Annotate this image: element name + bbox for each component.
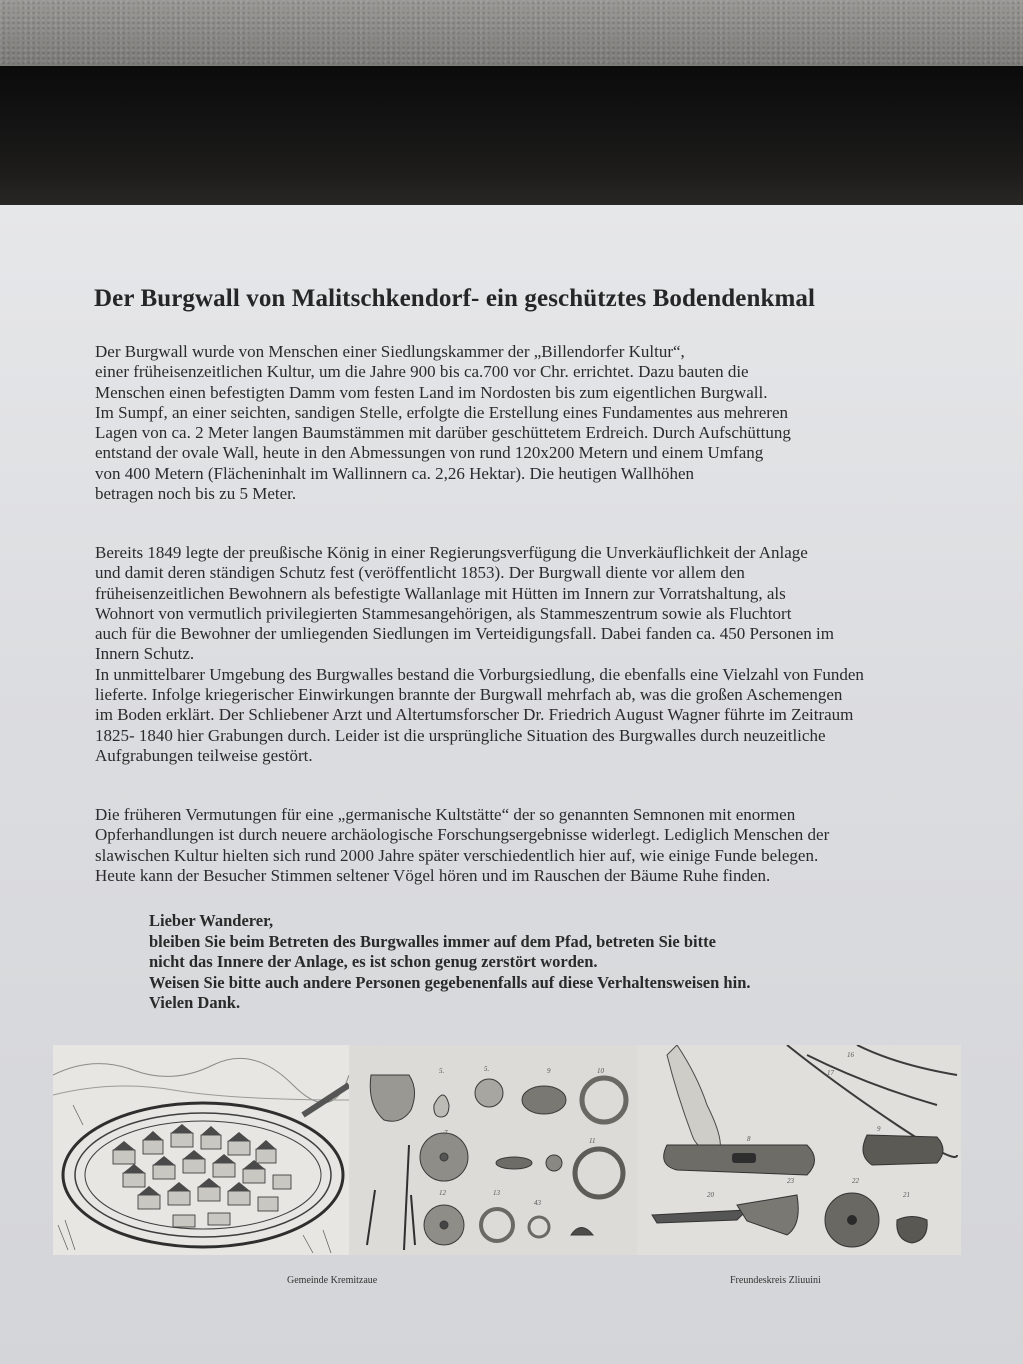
svg-text:43: 43 — [534, 1199, 541, 1207]
credit-municipality: Gemeinde Kremitzaue — [287, 1275, 378, 1286]
text-line: auch für die Bewohner der umliegenden Siedlungen im Verteidigungsfall. Dabei fanden ca. 450 Personen im — [95, 624, 834, 644]
svg-text:23: 23 — [787, 1177, 794, 1185]
svg-text:16: 16 — [847, 1051, 854, 1059]
svg-text:9: 9 — [547, 1067, 551, 1075]
notice-line: nicht das Innere der Anlage, es ist schon genug zerstört worden. — [149, 952, 598, 971]
text-line: slawischen Kultur hielten sich rund 2000 Jahre später verschiedentlich hier auf, wie einige Funde belegen. — [95, 845, 819, 865]
text-line: Bereits 1849 legte der preußische König in einer Regierungsverfügung die Unverkäuflichkeit der Anlage — [95, 543, 808, 562]
notice-line: Lieber Wanderer, — [149, 911, 274, 930]
sign-title: Der Burgwall von Malitschkendorf- ein geschütztes Bodendenkmal — [94, 285, 816, 312]
wooden-roof-beam — [0, 66, 1023, 211]
notice-line: Vielen Dank. — [149, 993, 241, 1012]
text-line: Aufgrabungen teilweise gestört. — [95, 745, 313, 765]
svg-text:22: 22 — [852, 1177, 859, 1185]
text-line: 1825- 1840 hier Grabungen durch. Leider ist die ursprüngliche Situation des Burgwalles durch neuzeitliche — [95, 725, 826, 745]
svg-text:5.: 5. — [439, 1067, 445, 1075]
text-line: früheisenzeitlichen Bewohnern als befestigte Wallanlage mit Hütten im Innern zur Vorratshaltung, als — [95, 583, 786, 603]
illustration-strip — [53, 1045, 961, 1255]
svg-text:20: 20 — [707, 1191, 714, 1199]
svg-text:21: 21 — [903, 1191, 910, 1199]
svg-text:7: 7 — [444, 1129, 448, 1137]
settlement-illustration — [53, 1045, 349, 1255]
text-line: Innern Schutz. — [95, 644, 195, 664]
finds-illustration-pottery — [349, 1045, 637, 1255]
svg-text:8: 8 — [747, 1135, 751, 1143]
text-line: und damit deren ständigen Schutz fest (veröffentlicht 1853). Der Burgwall diente vor allem den — [95, 563, 745, 583]
finds-illustration-tools — [637, 1045, 961, 1255]
svg-text:9: 9 — [877, 1125, 881, 1133]
text-line: Lagen von ca. 2 Meter langen Baumstämmen mit darüber geschüttetem Erdreich. Durch Aufschüttung — [95, 423, 791, 443]
text-line: lieferte. Infolge kriegerischer Einwirkungen brannte der Burgwall mehrfach ab, was die großen Aschemengen — [95, 685, 843, 705]
paragraph-protection — [95, 543, 975, 766]
svg-text:11: 11 — [589, 1137, 596, 1145]
text-line: im Boden erklärt. Der Schliebener Arzt und Altertumsforscher Dr. Friedrich August Wagner führte im Zeitraum — [95, 705, 854, 725]
svg-text:10: 10 — [597, 1067, 604, 1075]
text-line: Im Sumpf, an einer seichten, sandigen Stelle, erfolgte die Erstellung eines Fundamentes aus mehreren — [95, 402, 789, 422]
text-line: Menschen einen befestigten Damm vom festen Land im Nordosten bis zum eigentlichen Burgwall. — [95, 382, 768, 402]
paragraph-cult-site — [95, 805, 975, 886]
roof-shingles — [0, 0, 1023, 70]
text-line: Der Burgwall wurde von Menschen einer Siedlungskammer der „Billendorfer Kultur“, — [95, 342, 685, 361]
text-line: Die früheren Vermutungen für eine „germanische Kultstätte“ der so genannten Semnonen mit enormen — [95, 805, 796, 824]
text-line: entstand der ovale Wall, heute in den Abmessungen von rund 120x200 Metern und einem Umfang — [95, 443, 764, 463]
svg-text:13: 13 — [493, 1189, 500, 1197]
text-line: Heute kann der Besucher Stimmen seltener Vögel hören und im Rauschen der Bäume Ruhe finden. — [95, 865, 771, 885]
text-line: Wohnort von vermutlich privilegierten Stammesangehörigen, als Stammeszentrum sowie als Fluchtort — [95, 603, 792, 623]
credit-friends-association: Freundeskreis Zliuuini — [730, 1275, 821, 1286]
text-line: von 400 Metern (Flächeninhalt im Wallinnern ca. 2,26 Hektar). Die heutigen Wallhöhen — [95, 463, 695, 483]
text-line: einer früheisenzeitlichen Kultur, um die Jahre 900 bis ca.700 vor Chr. errichtet. Dazu bauten die — [95, 362, 749, 382]
text-line: In unmittelbarer Umgebung des Burgwalles bestand die Vorburgsiedlung, die ebenfalls eine Vielzahl von Funden — [95, 664, 864, 684]
notice-line: Weisen Sie bitte auch andere Personen gegebenenfalls auf diese Verhaltensweisen hin. — [149, 972, 751, 992]
text-line: betragen noch bis zu 5 Meter. — [95, 484, 297, 504]
svg-text:12: 12 — [439, 1189, 446, 1197]
svg-text:17: 17 — [827, 1069, 834, 1077]
paragraph-history — [95, 342, 975, 504]
svg-text:5.: 5. — [484, 1065, 490, 1073]
text-line: Opferhandlungen ist durch neuere archäologische Forschungsergebnisse widerlegt. Lediglich Menschen der — [95, 825, 830, 845]
notice-line: bleiben Sie beim Betreten des Burgwalles immer auf dem Pfad, betreten Sie bitte — [149, 931, 716, 951]
visitor-notice — [149, 911, 949, 1014]
